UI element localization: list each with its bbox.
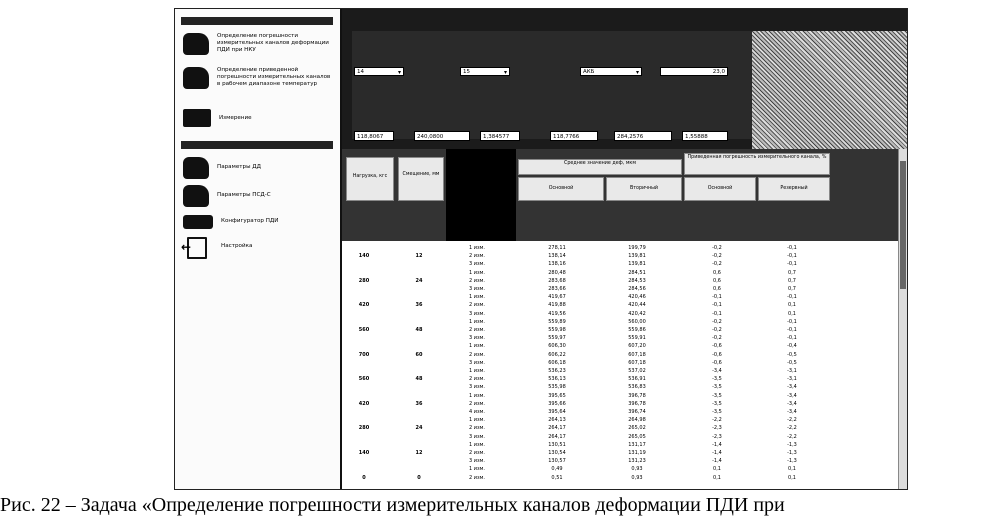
select-2[interactable]: 15 ▾ xyxy=(460,67,510,76)
table-cell: 280 xyxy=(358,277,370,284)
table-cell: -0,1 xyxy=(787,327,797,333)
table-cell: 1 изм. xyxy=(468,368,486,374)
table-cell: 3 изм. xyxy=(468,335,486,342)
table-cell: 1 изм. xyxy=(468,441,486,448)
table-row xyxy=(342,319,898,327)
table-cell: 395,64 xyxy=(548,409,566,415)
table-row xyxy=(342,450,898,458)
table-cell: -3,1 xyxy=(787,368,797,374)
table-cell: 278,11 xyxy=(548,245,566,251)
table-cell: 264,98 xyxy=(628,417,646,424)
table-cell: -0,1 xyxy=(787,245,797,251)
table-cell: 36 xyxy=(415,302,423,309)
table-cell: 536,83 xyxy=(628,384,646,391)
table-cell: 138,14 xyxy=(548,253,566,260)
table-cell: 2 изм. xyxy=(468,302,486,309)
scrollbar-thumb[interactable] xyxy=(900,161,906,289)
table-cell: 131,17 xyxy=(628,441,646,448)
table-cell: 2 изм. xyxy=(468,474,486,481)
table-row xyxy=(342,475,898,483)
table-cell: 0,1 xyxy=(788,310,796,317)
table-cell: -3,5 xyxy=(712,384,722,391)
table-body xyxy=(342,241,898,489)
table-cell: 0,93 xyxy=(631,466,643,473)
table-cell: 199,79 xyxy=(628,245,646,251)
sidebar-item-temperature-error[interactable] xyxy=(183,67,333,89)
table-cell: -0,1 xyxy=(787,318,797,325)
sidebar-divider xyxy=(181,17,333,25)
table-row xyxy=(342,311,898,319)
sidebar-item-dd-params[interactable] xyxy=(183,157,333,179)
column-header-error-main: Основной xyxy=(684,177,756,201)
table-cell: 1 изм. xyxy=(468,417,486,424)
group-header-average: Среднее значение деф, мкм xyxy=(518,159,682,175)
table-cell: 12 xyxy=(415,253,423,260)
table-cell: -2,3 xyxy=(712,425,722,432)
temperature-input[interactable]: 23,0 xyxy=(660,67,728,76)
sidebar-item-nku-error[interactable] xyxy=(183,33,333,55)
table-cell: 396,78 xyxy=(628,400,646,407)
table-cell: -3,4 xyxy=(712,368,722,374)
table-cell: 559,97 xyxy=(548,335,566,342)
table-row xyxy=(342,335,898,343)
table-cell: 12 xyxy=(415,450,423,456)
table-cell: 139,81 xyxy=(628,253,646,260)
table-cell: 537,02 xyxy=(628,368,646,374)
value-field: 240,0800 xyxy=(414,131,470,141)
table-row xyxy=(342,343,898,351)
table-cell: -3,5 xyxy=(712,409,722,415)
table-cell: 284,53 xyxy=(628,277,646,284)
table-cell: -3,1 xyxy=(787,376,797,383)
table-cell: -3,4 xyxy=(787,400,797,407)
table-cell: -2,3 xyxy=(712,433,722,440)
table-cell: -1,4 xyxy=(712,458,722,465)
table-row xyxy=(342,360,898,368)
app-icon xyxy=(183,109,211,127)
table-cell: 395,65 xyxy=(548,392,566,399)
table-cell: 139,81 xyxy=(628,261,646,268)
table-cell: 36 xyxy=(415,400,423,407)
table-cell: 420 xyxy=(358,400,370,407)
figure-caption: Рис. 22 – Задача «Определение погрешности измерительных каналов деформации ПДИ при xyxy=(0,494,785,516)
table-cell: 1 изм. xyxy=(468,245,486,251)
sidebar-item-label: Определение приведенной погрешности измерительных каналов в рабочем диапазоне температур xyxy=(217,67,331,87)
table-row xyxy=(342,384,898,392)
table-cell: 3 изм. xyxy=(468,286,486,292)
table-cell: 48 xyxy=(415,327,423,333)
sidebar-item-label: Настройка xyxy=(221,243,253,249)
table-cell: -3,4 xyxy=(787,392,797,399)
group-header-error: Приведенная погрешность измерительного канала, % xyxy=(684,153,830,175)
table-cell: 0,7 xyxy=(788,269,796,276)
table-row xyxy=(342,245,898,253)
table-cell: -0,2 xyxy=(712,245,722,251)
table-cell: 1 изм. xyxy=(468,294,486,301)
table-cell: 0,1 xyxy=(788,474,796,481)
table-cell: -0,6 xyxy=(712,359,722,366)
table-cell: 4 изм. xyxy=(468,409,486,415)
table-cell: 1 изм. xyxy=(468,318,486,325)
table-cell: -1,3 xyxy=(787,450,797,456)
table-cell: 0,6 xyxy=(713,286,721,292)
table-row xyxy=(342,278,898,286)
table-cell: -2,2 xyxy=(787,433,797,440)
table-cell: 3 изм. xyxy=(468,310,486,317)
table-cell: 2 изм. xyxy=(468,376,486,383)
table-cell: 1 изм. xyxy=(468,343,486,350)
column-header-main: Основной xyxy=(518,177,604,201)
table-cell: 131,23 xyxy=(628,458,646,465)
table-cell: 264,17 xyxy=(548,425,566,432)
table-cell: 280 xyxy=(358,425,370,432)
table-row xyxy=(342,302,898,310)
sidebar-item-measurement[interactable] xyxy=(183,109,333,127)
table-row xyxy=(342,286,898,294)
sidebar-item-label: Конфигуратор ПДИ xyxy=(221,218,279,224)
table-cell: 130,51 xyxy=(548,441,566,448)
table-cell: 0,49 xyxy=(551,466,563,473)
value-field: 1,384577 xyxy=(480,131,520,141)
table-cell: -2,2 xyxy=(787,417,797,424)
table-cell: 396,78 xyxy=(628,392,646,399)
table-cell: -0,1 xyxy=(787,253,797,260)
table-cell: -0,5 xyxy=(787,351,797,358)
table-cell: 420 xyxy=(358,302,370,309)
table-cell: 2 изм. xyxy=(468,351,486,358)
table-cell: -0,2 xyxy=(712,335,722,342)
table-cell: 0,1 xyxy=(788,466,796,473)
table-cell: -0,6 xyxy=(712,351,722,358)
table-row xyxy=(342,270,898,278)
table-cell: -3,5 xyxy=(712,376,722,383)
table-header xyxy=(342,149,898,241)
sidebar-item-settings[interactable] xyxy=(183,237,333,259)
table-cell: -0,2 xyxy=(712,327,722,333)
table-cell: -3,4 xyxy=(787,384,797,391)
table-cell: 419,67 xyxy=(548,294,566,301)
table-cell: 1 изм. xyxy=(468,466,486,473)
select-1[interactable]: 14 ▾ xyxy=(354,67,404,76)
table-cell: 420,46 xyxy=(628,294,646,301)
table-row xyxy=(342,393,898,401)
app-icon xyxy=(183,157,209,179)
table-cell: -0,6 xyxy=(712,343,722,350)
table-row xyxy=(342,261,898,269)
table-cell: 140 xyxy=(358,450,370,456)
table-cell: 280,48 xyxy=(548,269,566,276)
table-cell: -0,1 xyxy=(787,261,797,268)
table-cell: -1,4 xyxy=(712,441,722,448)
table-cell: -0,5 xyxy=(787,359,797,366)
table-cell: 24 xyxy=(415,425,423,432)
table-cell: 2 изм. xyxy=(468,253,486,260)
table-cell: -0,1 xyxy=(787,335,797,342)
table-cell: -2,2 xyxy=(712,417,722,424)
table-cell: 606,18 xyxy=(548,359,566,366)
table-row xyxy=(342,417,898,425)
table-cell: 559,86 xyxy=(628,327,646,333)
table-cell: 3 изм. xyxy=(468,458,486,465)
main-panel xyxy=(342,9,907,489)
table-cell: 0,1 xyxy=(788,302,796,309)
table-cell: 420,44 xyxy=(628,302,646,309)
table-cell: 3 изм. xyxy=(468,359,486,366)
table-cell: 606,30 xyxy=(548,343,566,350)
application-window xyxy=(174,8,908,490)
table-scrollbar[interactable] xyxy=(898,149,908,489)
sidebar-item-label: Измерение xyxy=(219,115,252,121)
table-cell: 3 изм. xyxy=(468,261,486,268)
table-cell: 0,1 xyxy=(713,474,721,481)
table-cell: 2 изм. xyxy=(468,425,486,432)
table-cell: 560 xyxy=(358,327,370,333)
table-row xyxy=(342,376,898,384)
table-cell: 560,00 xyxy=(628,318,646,325)
table-cell: 0,1 xyxy=(713,466,721,473)
table-cell: -0,2 xyxy=(712,318,722,325)
table-cell: 536,23 xyxy=(548,368,566,374)
table-cell: 138,16 xyxy=(548,261,566,268)
table-cell: 2 изм. xyxy=(468,450,486,456)
value-field: 118,8067 xyxy=(354,131,394,141)
table-cell: -1,3 xyxy=(787,458,797,465)
table-cell: -3,5 xyxy=(712,400,722,407)
table-row xyxy=(342,458,898,466)
table-cell: -0,1 xyxy=(712,294,722,301)
select-3[interactable]: АКБ ▾ xyxy=(580,67,642,76)
table-cell: 0,51 xyxy=(551,474,563,481)
column-header-blank xyxy=(446,149,516,241)
table-cell: -2,2 xyxy=(787,425,797,432)
table-cell: 560 xyxy=(358,376,370,383)
column-header-error-reserve: Резервный xyxy=(758,177,830,201)
exit-icon xyxy=(187,237,207,259)
table-cell: 2 изм. xyxy=(468,277,486,284)
table-cell: 265,05 xyxy=(628,433,646,440)
table-row xyxy=(342,425,898,433)
sidebar-item-configurator[interactable] xyxy=(183,211,333,229)
table-cell: 607,18 xyxy=(628,359,646,366)
column-header-offset: Смещение, мм xyxy=(398,157,444,201)
table-cell: -3,5 xyxy=(712,392,722,399)
table-cell: 0,6 xyxy=(713,269,721,276)
sidebar-item-psd-params[interactable] xyxy=(183,185,333,207)
app-icon xyxy=(183,215,213,229)
table-cell: 3 изм. xyxy=(468,384,486,391)
table-cell: 535,98 xyxy=(548,384,566,391)
table-cell: 559,91 xyxy=(628,335,646,342)
table-row xyxy=(342,401,898,409)
table-cell: -0,1 xyxy=(712,310,722,317)
table-cell: 2 изм. xyxy=(468,327,486,333)
sidebar-item-label: Параметры ДД xyxy=(217,164,262,170)
table-cell: 606,22 xyxy=(548,351,566,358)
table-cell: 284,56 xyxy=(628,286,646,292)
sidebar-item-label: Параметры ПСД-С xyxy=(217,192,271,198)
table-cell: 0,6 xyxy=(713,277,721,284)
table-cell: 0,93 xyxy=(631,474,643,481)
app-icon xyxy=(183,33,209,55)
table-row xyxy=(342,442,898,450)
table-cell: 536,13 xyxy=(548,376,566,383)
table-cell: -0,4 xyxy=(787,343,797,350)
app-icon xyxy=(183,67,209,89)
table-cell: 283,66 xyxy=(548,286,566,292)
table-cell: 264,13 xyxy=(548,417,566,424)
sidebar-item-label: Определение погрешности измерительных каналов деформации ПДИ при НКУ xyxy=(217,33,329,53)
table-cell: 0 xyxy=(417,474,421,481)
table-cell: 283,68 xyxy=(548,277,566,284)
table-cell: 0,7 xyxy=(788,286,796,292)
table-row xyxy=(342,466,898,474)
table-cell: -0,1 xyxy=(787,294,797,301)
table-cell: 607,20 xyxy=(628,343,646,350)
column-header-secondary: Вторичный xyxy=(606,177,682,201)
value-field: 1,55888 xyxy=(682,131,728,141)
app-icon xyxy=(183,185,209,207)
table-row xyxy=(342,352,898,360)
table-cell: 1 изм. xyxy=(468,392,486,399)
sidebar xyxy=(175,9,342,489)
table-cell: 419,56 xyxy=(548,310,566,317)
table-cell: -0,1 xyxy=(712,302,722,309)
table-cell: 130,57 xyxy=(548,458,566,465)
table-cell: 700 xyxy=(358,351,370,358)
table-cell: 395,66 xyxy=(548,400,566,407)
parameters-panel xyxy=(352,31,752,139)
table-cell: 559,89 xyxy=(548,318,566,325)
column-header-load: Нагрузка, кгс xyxy=(346,157,394,201)
table-row xyxy=(342,409,898,417)
table-row xyxy=(342,434,898,442)
table-cell: -1,4 xyxy=(712,450,722,456)
table-cell: -1,3 xyxy=(787,441,797,448)
value-field: 118,7766 xyxy=(550,131,598,141)
table-cell: 48 xyxy=(415,376,423,383)
table-cell: 396,74 xyxy=(628,409,646,415)
table-cell: 536,91 xyxy=(628,376,646,383)
table-cell: 140 xyxy=(358,253,370,260)
table-cell: 264,17 xyxy=(548,433,566,440)
table-cell: 419,88 xyxy=(548,302,566,309)
sidebar-divider xyxy=(181,141,333,149)
table-cell: -3,4 xyxy=(787,409,797,415)
table-cell: 607,18 xyxy=(628,351,646,358)
table-cell: 0 xyxy=(362,474,366,481)
table-cell: 130,54 xyxy=(548,450,566,456)
table-cell: 1 изм. xyxy=(468,269,486,276)
table-row xyxy=(342,368,898,376)
header-panel xyxy=(342,9,907,149)
image-noise xyxy=(752,31,907,149)
table-row xyxy=(342,327,898,335)
table-row xyxy=(342,294,898,302)
table-cell: 3 изм. xyxy=(468,433,486,440)
table-cell: -0,2 xyxy=(712,261,722,268)
table-cell: 559,98 xyxy=(548,327,566,333)
table-cell: 2 изм. xyxy=(468,400,486,407)
table-cell: 131,19 xyxy=(628,450,646,456)
table-cell: 24 xyxy=(415,277,423,284)
table-cell: 0,7 xyxy=(788,277,796,284)
value-field: 284,2576 xyxy=(614,131,672,141)
table-cell: 420,42 xyxy=(628,310,646,317)
table-cell: -0,2 xyxy=(712,253,722,260)
table-cell: 284,51 xyxy=(628,269,646,276)
table-cell: 265,02 xyxy=(628,425,646,432)
table-row xyxy=(342,253,898,261)
table-cell: 60 xyxy=(415,351,423,358)
